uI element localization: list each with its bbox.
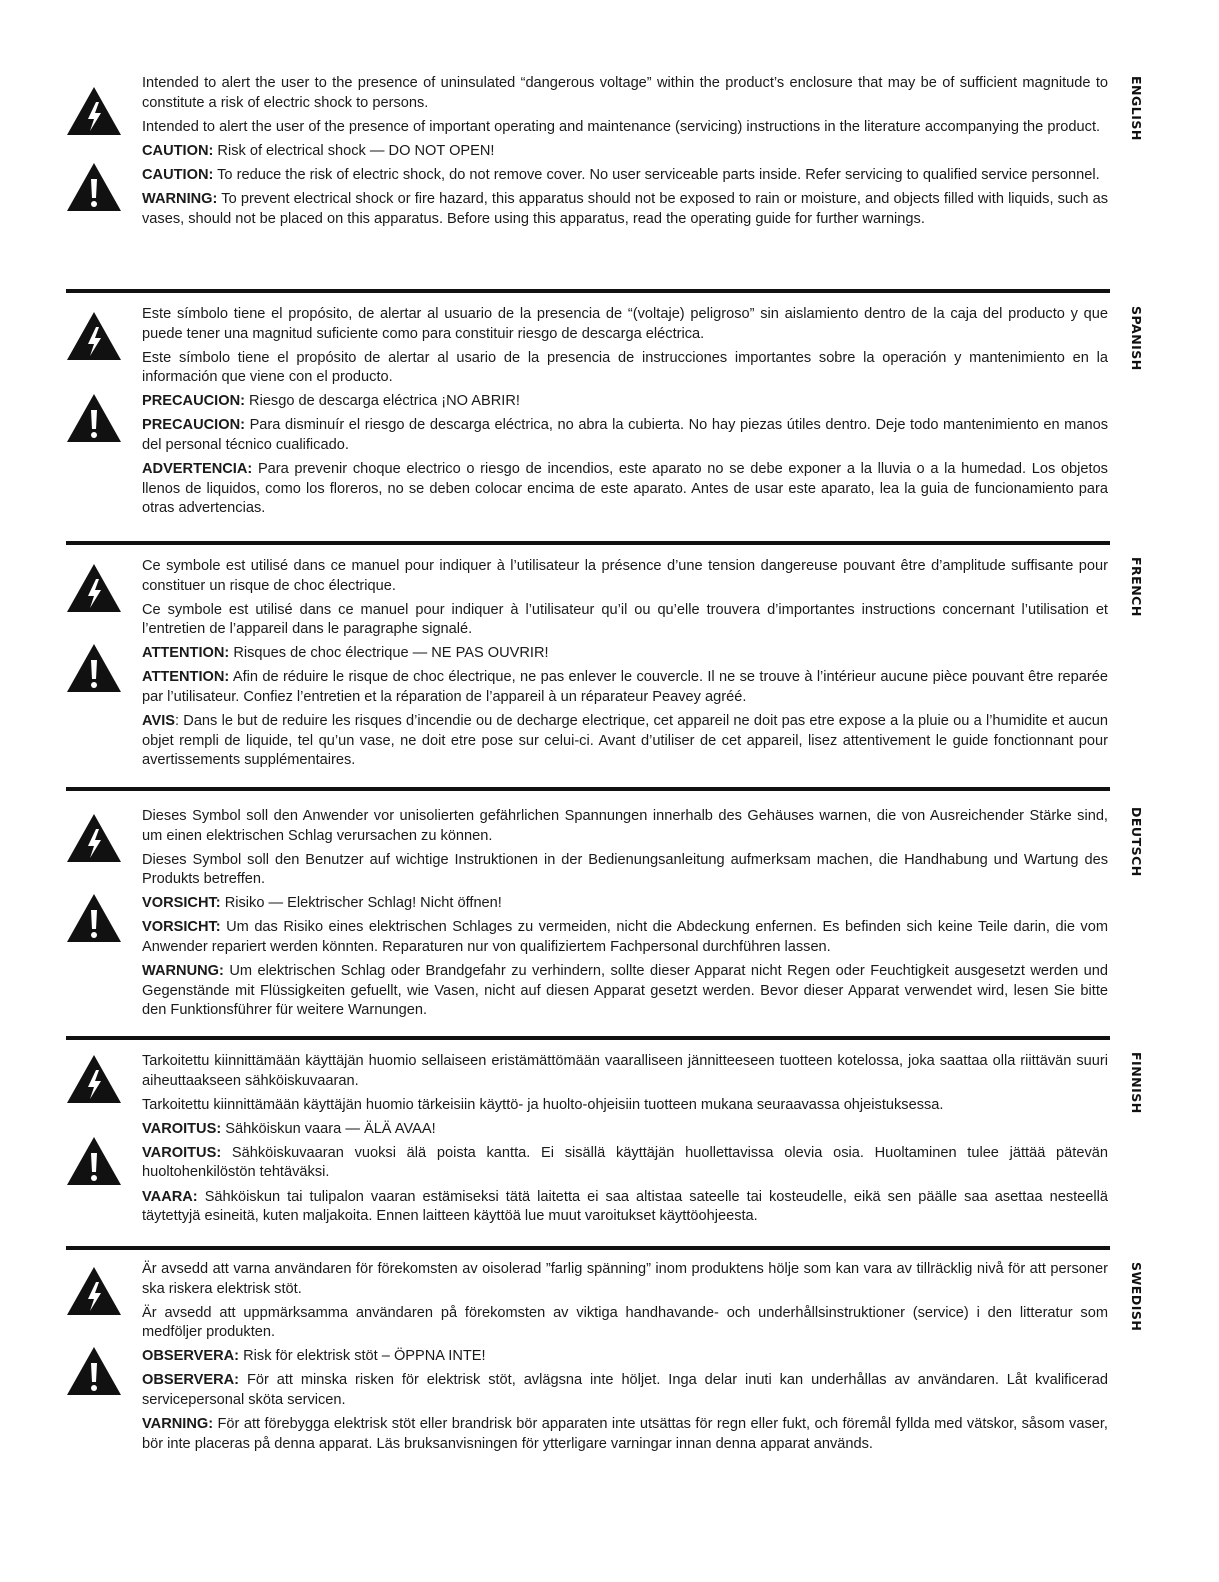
warning-label: AVIS <box>142 713 175 730</box>
caution-text: Para disminuír el riesgo de descarga eléctrica, no abra la cubierta. No hay piezas útiles dentro. Deje todo mantenimiento en manos del personal técnico cualificado. <box>142 417 1108 454</box>
language-label: SPANISH <box>1129 306 1144 371</box>
instructions-notice: Dieses Symbol soll den Benutzer auf wichtige Instruktionen in der Bedienungsanleitung aufmerksam machen, die Handhabung und Wartung des Produkts betreffen. <box>142 851 1108 888</box>
warning <box>142 460 1108 519</box>
language-label: SWEDISH <box>1129 1262 1144 1332</box>
warning-label: VAARA: <box>142 1188 198 1205</box>
section-text <box>142 1260 1108 1459</box>
section-divider <box>66 1246 1110 1250</box>
section-text <box>142 557 1108 775</box>
voltage-notice: Ce symbole est utilisé dans ce manuel pour indiquer à l’utilisateur la présence d’une tension dangereuse pouvant être d’amplitude suffisante pour constituer un risque de choc électrique. <box>142 558 1108 594</box>
caution-text: Um das Risiko eines elektrischen Schlages zu vermeiden, nicht die Abdeckung enfernen. Es befinden sich keine Teile darin, die vom Anwender repariert werden könnten. Reparaturen nur von qualifiziertem Fachpersonal durchführen lassen. <box>142 919 1108 956</box>
warning-text: Um elektrischen Schlag oder Brandgefahr zu verhindern, sollte dieser Apparat nicht Regen oder Feuchtigkeit ausgesetzt werden und Gegenstände mit Flüssigkeiten gefuellt, wie Vasen, nicht auf diesen Apparat gesetzt werden. Bevor dieser Apparat verwendet wird, lesen Sie bitte den Funktionsführer für weitere Warnungen. <box>142 963 1108 1019</box>
lightning-warning-icon <box>66 1266 122 1316</box>
instructions-notice: Ce symbole est utilisé dans ce manuel pour indiquer à l’utilisateur qu’il ou qu’elle trouvera d’importantes instructions concernant l’utilisation et l’entretien de l’appareil dans le paragraphe signalé. <box>142 601 1108 638</box>
caution-label: CAUTION: <box>142 142 214 159</box>
warning <box>142 712 1108 771</box>
lightning-warning-icon <box>66 563 122 613</box>
caution-short <box>142 1120 1108 1140</box>
lightning-warning-icon <box>66 311 122 361</box>
caution-label: VAROITUS: <box>142 1120 222 1137</box>
language-label: FINNISH <box>1129 1052 1144 1114</box>
caution-text: Sähköiskuvaaran vuoksi älä poista kantta. Ei sisällä käyttäjän huollettavissa olevia osia. Huoltaminen tulee jättää pätevän huoltohenkilöstön tehtäväksi. <box>142 1144 1108 1181</box>
language-label: ENGLISH <box>1129 76 1144 141</box>
language-label: DEUTSCH <box>1129 807 1144 877</box>
warning <box>142 1188 1108 1227</box>
exclamation-warning-icon <box>66 893 122 943</box>
warning-text: To prevent electrical shock or fire hazard, this apparatus should not be exposed to rain or moisture, and objects filled with liquids, such as vases, should not be placed on this apparatus. Before using this apparatus, read the operating guide for further warnings. <box>142 190 1108 227</box>
instructions-notice: Intended to alert the user of the presence of important operating and maintenance (servicing) instructions in the literature accompanying the product. <box>142 118 1101 135</box>
voltage-notice: Intended to alert the user to the presence of uninsulated “dangerous voltage” within the product’s enclosure that may be of sufficient magnitude to constitute a risk of electric shock to persons. <box>142 75 1108 111</box>
caution-label: ATTENTION: <box>142 645 230 662</box>
lightning-warning-icon <box>66 813 122 863</box>
warning <box>142 190 1108 229</box>
caution-long <box>142 1144 1108 1183</box>
caution-text: Risk of electrical shock — DO NOT OPEN! <box>217 142 495 159</box>
warning-label: VARNING: <box>142 1416 214 1433</box>
instructions-notice: Tarkoitettu kiinnittämään käyttäjän huomio tärkeisiin käyttö- ja huolto-ohjeisiin tuotteen mukana seuraavassa ohjeistuksessa. <box>142 1096 944 1113</box>
section-divider <box>66 289 1110 293</box>
caution-label: CAUTION: <box>142 166 214 183</box>
caution-long <box>142 918 1108 957</box>
section-text <box>142 305 1108 523</box>
caution-short <box>142 894 1108 914</box>
section-text <box>142 74 1108 234</box>
caution-text: Risk för elektrisk stöt – ÖPPNA INTE! <box>243 1348 486 1365</box>
caution-short <box>142 1347 1108 1367</box>
warning-text: För att förebygga elektrisk stöt eller brandrisk bör apparaten inte utsättas för regn eller fukt, och föremål fyllda med vätskor, såsom vaser, bör inte placeras på denna apparat. Läs bruksanvisningen för ytterligare varningar innan denna apparat används. <box>142 1416 1108 1452</box>
exclamation-warning-icon <box>66 162 122 212</box>
caution-short <box>142 644 1108 664</box>
caution-long <box>142 1371 1108 1410</box>
voltage-notice: Tarkoitettu kiinnittämään käyttäjän huomio sellaiseen eristämättömään vaaralliseen jännitteeseen tuotteen kotelossa, joka saattaa olla riittävän suuri aiheuttaakseen sähköiskuvaaran. <box>142 1053 1108 1089</box>
caution-text: För att minska risken för elektrisk stöt, avlägsna inte höljet. Inga delar inuti kan underhållas av användaren. Låt kvalificerad servicepersonal sköta servicen. <box>142 1372 1108 1409</box>
caution-short <box>142 142 1108 162</box>
warning-text: Para prevenir choque electrico o riesgo de incendios, este aparato no se debe exponer a la lluvia o a la humedad. Los objetos llenos de liquidos, como los floreros, no se deben colocar encima de este aparato. Antes de usar este aparato, lea la guia de funcionamiento para otras advertencias. <box>142 461 1108 517</box>
caution-text: Risques de choc électrique — NE PAS OUVRIR! <box>233 645 549 662</box>
language-label: FRENCH <box>1129 557 1144 617</box>
warning <box>142 962 1108 1021</box>
section-text <box>142 807 1108 1025</box>
caution-text: Risiko — Elektrischer Schlag! Nicht öffnen! <box>224 895 502 912</box>
caution-label: VAROITUS: <box>142 1144 222 1161</box>
caution-text: Sähköiskun vaara — ÄLÄ AVAA! <box>225 1120 436 1137</box>
caution-text: Riesgo de descarga eléctrica ¡NO ABRIR! <box>249 393 520 410</box>
caution-long <box>142 416 1108 455</box>
caution-label: VORSICHT: <box>142 919 221 936</box>
section-divider <box>66 787 1110 791</box>
warning-label: ADVERTENCIA: <box>142 461 253 478</box>
lightning-warning-icon <box>66 86 122 136</box>
caution-long <box>142 166 1108 186</box>
exclamation-warning-icon <box>66 1136 122 1186</box>
exclamation-warning-icon <box>66 1346 122 1396</box>
section-divider <box>66 541 1110 545</box>
exclamation-warning-icon <box>66 643 122 693</box>
voltage-notice: Dieses Symbol soll den Anwender vor unisolierten gefährlichen Spannungen innerhalb des Gehäuses warnen, die von Ausreichender Stärke sind, um einen elektrischen Schlag verursachen zu können. <box>142 808 1108 844</box>
warning-label: WARNUNG: <box>142 963 224 980</box>
caution-label: PRECAUCION: <box>142 393 245 410</box>
caution-short <box>142 392 1108 412</box>
warning <box>142 1415 1108 1454</box>
caution-long <box>142 668 1108 707</box>
caution-label: VORSICHT: <box>142 895 221 912</box>
voltage-notice: Är avsedd att varna användaren för förekomsten av oisolerad ”farlig spänning” inom produktens hölje som kan vara av tillräcklig nivå för att personer ska riskera elektrisk stöt. <box>142 1261 1108 1297</box>
caution-text: Afin de réduire le risque de choc électrique, ne pas enlever le couvercle. Il ne se trouve à l’intérieur aucune pièce pouvant être reparée par l’utilisateur. Confiez l’entretien et la réparation de l’appareil à un réparateur Peavey agréé. <box>142 669 1108 706</box>
caution-label: OBSERVERA: <box>142 1372 240 1389</box>
section-divider <box>66 1036 1110 1040</box>
instructions-notice: Este símbolo tiene el propósito de alertar al usario de la presencia de instrucciones importantes sobre la operación y mantenimiento en la información que viene con el producto. <box>142 349 1108 386</box>
caution-text: To reduce the risk of electric shock, do not remove cover. No user serviceable parts inside. Refer servicing to qualified service personnel. <box>217 166 1100 183</box>
warning-text: Sähköiskun tai tulipalon vaaran estämiseksi tätä laitetta ei saa altistaa sateelle tai kosteudelle, eikä sen päälle saa asettaa nesteellä täytettyjä esineitä, kuten maljakoita. Ennen laitteen käyttöä lue muut varoitukset käyttöohjeesta. <box>142 1188 1108 1225</box>
warning-label: WARNING: <box>142 190 218 207</box>
caution-label: ATTENTION: <box>142 669 230 686</box>
instructions-notice: Är avsedd att uppmärksamma användaren på förekomsten av viktiga handhavande- och underhållsinstruktioner (service) i den litteratur som medföljer produkten. <box>142 1304 1108 1341</box>
caution-label: OBSERVERA: <box>142 1348 240 1365</box>
section-text <box>142 1052 1108 1231</box>
exclamation-warning-icon <box>66 393 122 443</box>
warning-text: : Dans le but de reduire les risques d’incendie ou de decharge electrique, cet appareil ne doit pas etre expose a la pluie ou a l’humidite et aucun objet rempli de liquide, tel qu’un vase, ne doit etre pose sur celui-ci. Avant d’utiliser de cet appareil, lisez attentivement le guide fonctionnant pour avertissements supplémentaires. <box>142 713 1108 769</box>
lightning-warning-icon <box>66 1054 122 1104</box>
voltage-notice: Este símbolo tiene el propósito, de alertar al usuario de la presencia de “(voltaje) peligroso” sin aislamiento dentro de la caja del producto y que puede tener una magnitud suficiente como para constituir riesgo de descarga eléctrica. <box>142 306 1108 342</box>
caution-label: PRECAUCION: <box>142 417 245 434</box>
